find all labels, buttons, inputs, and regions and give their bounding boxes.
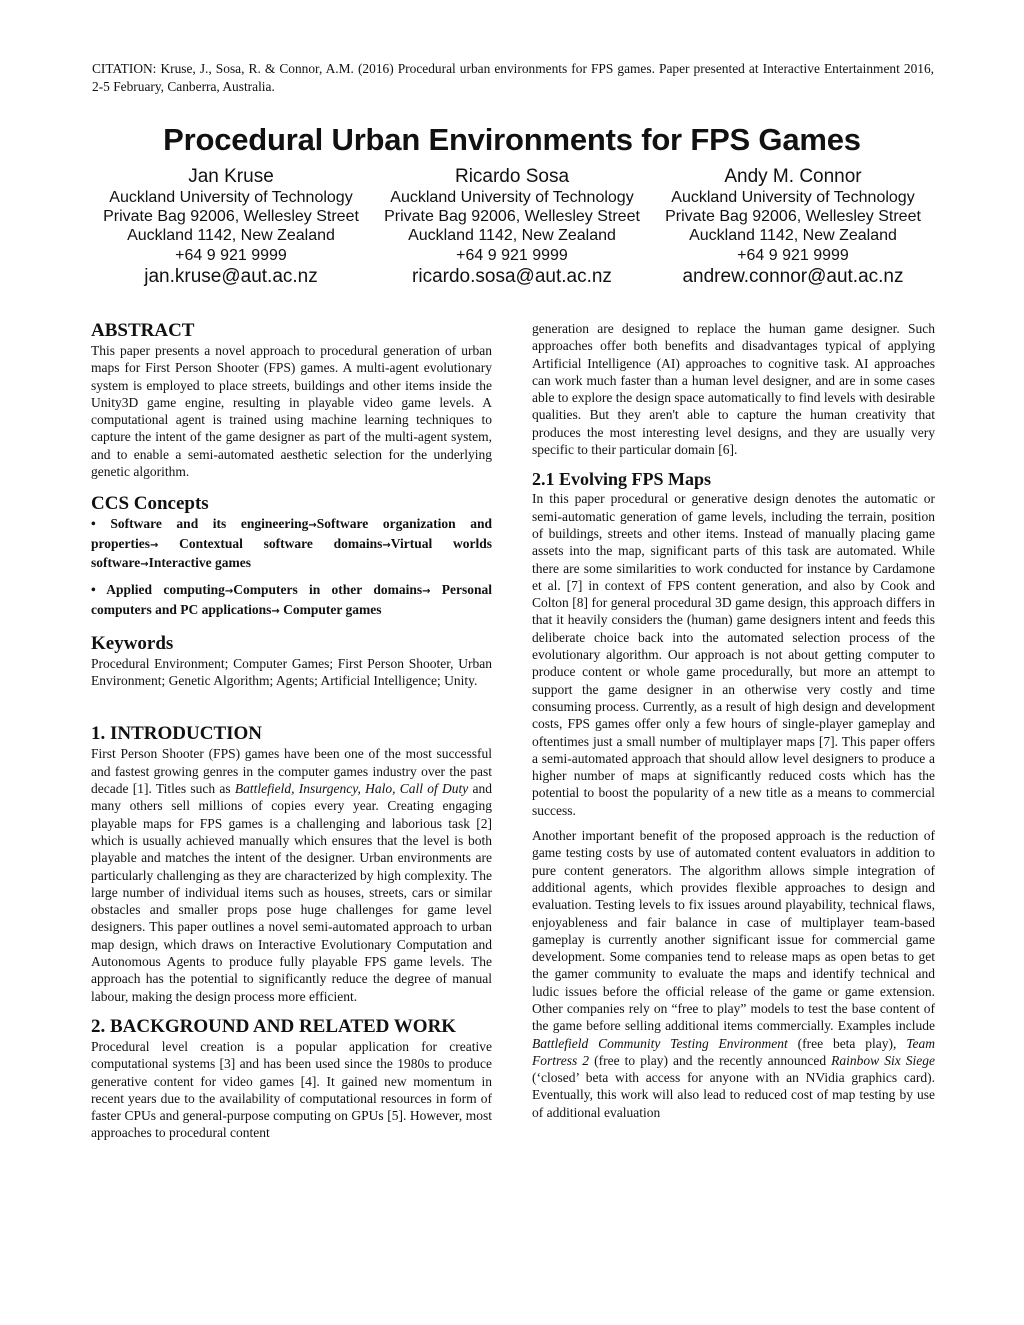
para-text-part: (‘closed’ beta with access for anyone with an NVidia graphics card). Eventually, this work will also lead to reduced cost of map testing by use of additional evaluation	[532, 1070, 935, 1120]
keywords-heading: Keywords	[91, 632, 174, 654]
author-name: Jan Kruse	[188, 166, 274, 187]
author-name: Andy M. Connor	[724, 166, 862, 187]
paper-title: Procedural Urban Environments for FPS Games	[163, 122, 861, 157]
keywords-text: Procedural Environment; Computer Games; First Person Shooter, Urban Environment; Genetic Algorithm; Agents; Artificial Intelligence; Unity.	[91, 655, 492, 689]
ccs-term: Virtual worlds software	[91, 535, 493, 570]
author-email: andrew.connor@aut.ac.nz	[682, 265, 904, 287]
author-affiliation: Auckland University of Technology	[109, 189, 353, 206]
author-address: Private Bag 92006, Wellesley Street	[384, 208, 640, 226]
abstract-text: This paper presents a novel approach to procedural generation of urban maps for First Person Shooter (FPS) games. A multi-agent evolutionary system is employed to place streets, buildings and other items inside the Unity3D game engine, resulting in playable video game levels. A computational agent is trained using machine learning techniques to capture the intent of the game designer as part of the multi-agent system, and to enable a semi-automated aesthetic selection for the underlying genetic algorithm.	[91, 343, 492, 480]
right-para-2: In this paper procedural or generative design denotes the automatic or semi-automatic generation of game levels, including the terrain, position of buildings, streets and other items. Instead of manually placing game assets into the map, significant parts of this task are automated. While there are some similarities to work conducted for instance by Cardamone et al. [7] in context of FPS content generation, and also by Cook and Colton [8] for general procedural 3D game design, this approach differs in that it heavily considers the (human) game designers intent and feeds this deliberate choice back into the automated selection process of the evolutionary algorithm. Our approach is not about getting computer to produce content or whole game procedurally, but more an attempt to support the game designer in an otherwise very costly and time consuming process. Currently, as a result of high design and development costs, FPS games offer only a few hours of single-player gameplay and oftentimes just a small number of multiplayer maps [7]. This paper offers a semi-automated approach that should allow level designers to produce a higher number of maps at significantly reduced costs which has the potential to boost the popularity of a new title as a means to commercial success.	[532, 491, 935, 818]
intro-text-part: and many others sell millions of copies every year. Creating engaging playable maps for FPS games is a challenging and laborious task [2] which is usually achieved manually which ensures that the level is both playable and matches the intent of the designer. Urban environments are particularly challenging as they are characterized by high complexity. The large number of individual items such as houses, streets, cars or similar obstacles and smaller props pose huge challenges for game level designers. This paper outlines a novel semi-automated approach to urban map design, which draws on Interactive Evolutionary Computation and Autonomous Agents to produce fully playable FPS game levels. The approach has the potential to significantly reduce the degree of manual labour, making the design process more efficient.	[91, 781, 492, 1004]
author-name: Ricardo Sosa	[454, 166, 570, 187]
author-block-3	[643, 166, 943, 289]
author-city: Auckland 1142, New Zealand	[127, 227, 335, 245]
arrow-right-icon: →	[382, 539, 391, 551]
ccs-heading: CCS Concepts	[91, 493, 209, 515]
para-text-part: (free beta play),	[787, 1035, 907, 1051]
arrow-right-icon: →	[224, 586, 234, 598]
author-email: jan.kruse@aut.ac.nz	[144, 265, 318, 287]
arrow-right-icon: →	[150, 539, 159, 551]
game-titles: Battlefield, Insurgency, Halo, Call of Duty	[234, 781, 469, 797]
para-text-part: (free to play) and the recently announced	[589, 1052, 832, 1068]
arrow-right-icon: →	[308, 520, 317, 532]
author-phone: +64 9 921 9999	[456, 246, 568, 264]
left-column	[91, 320, 492, 1142]
intro-text	[91, 745, 492, 1004]
ccs-term: Computers in other domains	[233, 582, 423, 598]
background-heading: 2. BACKGROUND AND RELATED WORK	[91, 1015, 457, 1037]
arrow-right-icon: →	[422, 586, 431, 598]
author-address: Private Bag 92006, Wellesley Street	[103, 208, 359, 226]
author-city: Auckland 1142, New Zealand	[408, 227, 616, 245]
author-block-1	[81, 166, 381, 289]
para-text-part: Another important benefit of the proposed approach is the reduction of game testing costs by use of automated content evaluators in addition to pure content generators. The algorithm allows simple integration of additional agents, which provides flexible approaches to design and evaluation. Testing levels to fix issues around playability, technical flaws, enjoyableness and fair balance in case of multiplayer team-based gameplay is currently another significant issue for commercial game development. Some companies tend to release maps as open betas to get the gamer community to evaluate the maps and identify technical and ludic issues before the official release of the game or game extension. Other companies rely on “free to play” models to test the base content of the game before selling additional items commercially. Examples include	[532, 828, 935, 1034]
author-city: Auckland 1142, New Zealand	[689, 227, 897, 245]
intro-heading: 1. INTRODUCTION	[91, 723, 263, 745]
right-para-3	[532, 827, 935, 1121]
author-phone: +64 9 921 9999	[175, 246, 287, 264]
citation: CITATION: Kruse, J., Sosa, R. & Connor, A.M. (2016) Procedural urban environments for FPS games. Paper presented at Interactive Entertainment 2016, 2-5 February, Canberra, Australia.	[92, 61, 934, 94]
arrow-right-icon: →	[271, 605, 280, 617]
intro-text-part: First Person Shooter (FPS) games have been one of the most successful and fastest growing genres in the computer games industry over the past decade [1]. Titles such as	[91, 746, 492, 797]
game-title: Battlefield Community Testing Environment	[532, 1035, 788, 1051]
ccs-term: Applied computing	[106, 582, 225, 598]
ccs-term: Software and its engineering	[110, 516, 309, 532]
background-text: Procedural level creation is a popular application for creative computational systems [3] and has been used since the 1980s to produce generative content for video games [4]. It gained new momentum in recent years due to the availability of computational resources in form of faster CPUs and general-purpose computing on GPUs [5]. However, most approaches to procedural content	[91, 1038, 492, 1141]
game-title: Rainbow Six Siege	[831, 1052, 935, 1068]
arrow-right-icon: →	[140, 558, 149, 570]
ccs-term: Interactive games	[148, 554, 251, 570]
author-email: ricardo.sosa@aut.ac.nz	[412, 265, 612, 287]
ccs-term: Computer games	[279, 601, 382, 617]
right-column	[532, 320, 935, 1121]
subsection-heading: 2.1 Evolving FPS Maps	[532, 469, 712, 490]
ccs-term: Personal computers and PC applications	[91, 582, 493, 617]
ccs-term: Contextual software domains	[158, 535, 383, 551]
ccs-term: Software organization and properties	[91, 516, 493, 551]
abstract-heading: ABSTRACT	[91, 320, 195, 341]
author-affiliation: Auckland University of Technology	[671, 189, 915, 206]
game-title: Team Fortress 2	[532, 1035, 935, 1068]
author-phone: +64 9 921 9999	[737, 246, 849, 264]
ccs-item-2	[91, 581, 492, 620]
author-affiliation: Auckland University of Technology	[390, 189, 634, 206]
author-address: Private Bag 92006, Wellesley Street	[665, 208, 921, 226]
ccs-bullet: •	[91, 516, 96, 532]
ccs-item-1	[91, 515, 492, 573]
right-para-1: generation are designed to replace the human game designer. Such approaches offer both benefits and disadvantages typical of applying Artificial Intelligence (AI) approaches to cognitive task. AI approaches can work much faster than a human level designer, and are in some cases able to explore the design space automatically to find levels with desirable qualities. But they aren't able to capture the human creativity that produces the most interesting level designs, and they are usually very specific to their particular domain [6].	[532, 321, 935, 458]
ccs-bullet: •	[91, 582, 96, 598]
author-block-2	[362, 166, 662, 289]
